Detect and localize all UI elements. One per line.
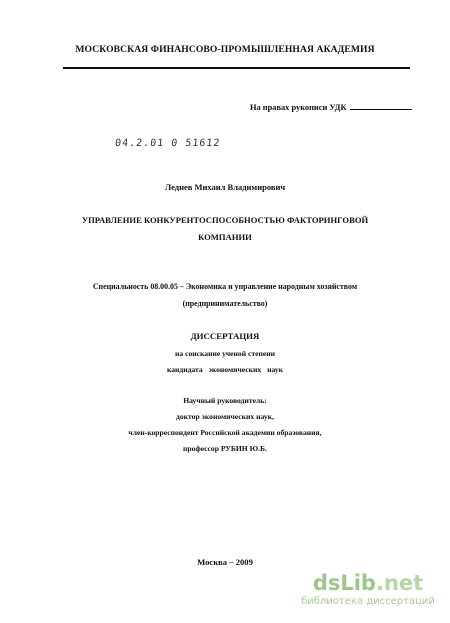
- dslib-caption: библиотека диссертаций: [301, 596, 435, 607]
- specialty: [0, 278, 450, 312]
- specialty-line-1: Специальность 08.00.05 – Экономика и управление народным хозяйством: [92, 282, 358, 291]
- dslib-logo: [293, 572, 443, 594]
- manuscript-rights: [250, 103, 412, 112]
- title-line-2: КОМПАНИИ: [198, 232, 252, 242]
- advisor-line-2: член-корреспондент Российской академии образования,: [128, 428, 322, 437]
- manuscript-rights-text: На правах рукописи УДК: [250, 103, 347, 112]
- degree-info: [0, 346, 450, 378]
- header-divider: [63, 67, 410, 69]
- udk-blank-line: [350, 109, 412, 110]
- title-line-1: УПРАВЛЕНИЕ КОНКУРЕНТОСПОСОБНОСТЬЮ ФАКТОРИНГОВОЙ: [81, 215, 369, 225]
- dissertation-title: [0, 212, 450, 246]
- specialty-line-2: (предпринимательство): [182, 299, 268, 308]
- dslib-logo-ds: dsLib: [312, 571, 376, 595]
- advisor-line-1: доктор экономических наук,: [176, 412, 274, 421]
- scientific-advisor: [0, 393, 450, 457]
- dslib-logo-net: .net: [375, 571, 424, 595]
- dissertation-label: ДИССЕРТАЦИЯ: [190, 331, 260, 341]
- city-year: Москва – 2009: [197, 557, 253, 567]
- dslib-watermark: [293, 572, 443, 607]
- degree-line-2: кандидата экономических наук: [166, 365, 284, 374]
- library-stamp-number: 04.2.01 0 51612: [114, 138, 221, 149]
- advisor-line-3: профессор РУБИН Ю.Б.: [183, 444, 267, 453]
- author-name: Леднев Михаил Владимирович: [164, 182, 286, 192]
- degree-line-1: на соискание ученой степени: [175, 349, 275, 358]
- advisor-heading: Научный руководитель:: [183, 396, 267, 405]
- academy-name: МОСКОВСКАЯ ФИНАНСОВО-ПРОМЫШЛЕННАЯ АКАДЕМИЯ: [75, 44, 375, 55]
